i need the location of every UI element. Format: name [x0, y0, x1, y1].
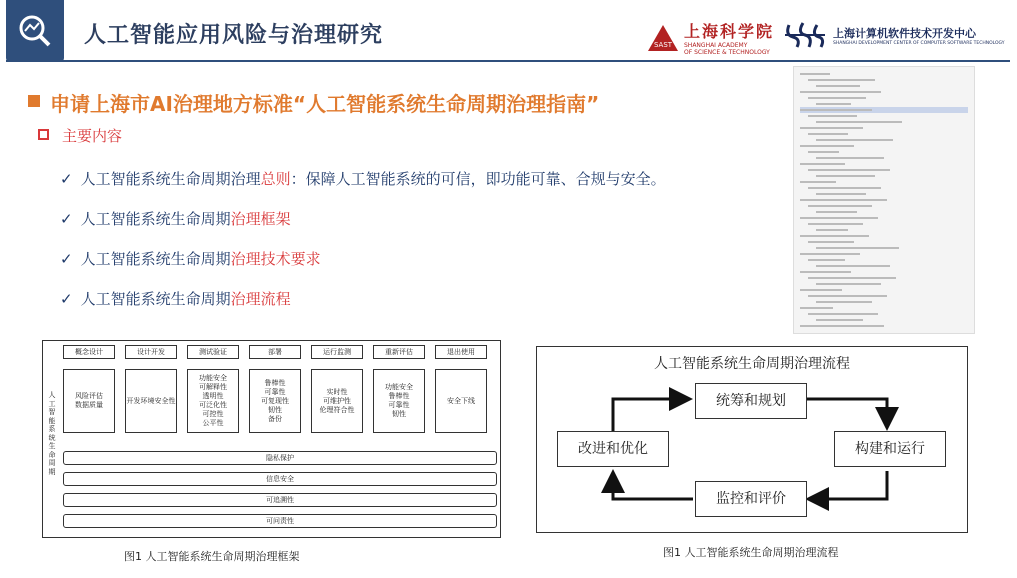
check-icon: ✓	[60, 170, 73, 188]
arrow-right-bottom	[811, 471, 887, 499]
sast-name-en-1: SHANGHAI ACADEMY	[684, 42, 748, 49]
framework-stage-content-1: 风险评估 数据质量	[63, 369, 115, 433]
content-item-1: ✓ 人工智能系统生命周期治理总则：保障人工智能系统的可信，即功能可靠、合规与安全。	[60, 170, 666, 188]
flow-title: 人工智能系统生命周期治理流程	[654, 356, 850, 372]
subheading: 主要内容	[62, 127, 123, 145]
framework-stage-content-3: 功能安全 可解释性 透明性 可泛化性 可控性 公平性	[187, 369, 239, 433]
framework-stage-content-4: 鲁棒性 可靠性 可复现性 韧性 备份	[249, 369, 301, 433]
sast-name-en-2: OF SCIENCE & TECHNOLOGY	[684, 49, 770, 56]
heading-bullet-icon	[28, 95, 40, 107]
framework-stage-3: 测试验证	[187, 345, 239, 359]
flow-caption: 图1 人工智能系统生命周期治理流程	[663, 546, 839, 559]
framework-diagram	[42, 340, 501, 538]
arrow-left-top	[613, 399, 687, 431]
framework-row-1: 隐私保护	[63, 451, 497, 465]
framework-row-4: 可问责性	[63, 514, 497, 528]
framework-caption: 图1 人工智能系统生命周期治理框架	[124, 550, 300, 563]
flow-box-monitor: 监控和评价	[695, 481, 807, 517]
content-item-3: ✓ 人工智能系统生命周期治理技术要求	[60, 250, 321, 268]
subheading-bullet-icon	[38, 129, 49, 140]
framework-stage-content-6: 功能安全 鲁棒性 可靠性 韧性	[373, 369, 425, 433]
sast-emblem-icon	[646, 23, 680, 53]
flow-box-build: 构建和运行	[834, 431, 946, 467]
sast-logo	[646, 19, 774, 56]
flow-box-plan: 统筹和规划	[695, 383, 807, 419]
flow-box-improve: 改进和优化	[557, 431, 669, 467]
arrow-top-right	[807, 399, 887, 425]
sast-name-cn: 上海科学院	[684, 22, 775, 41]
framework-stage-6: 重新评估	[373, 345, 425, 359]
framework-stage-content-2: 开发环境安全性	[125, 369, 177, 433]
search-chart-icon	[6, 0, 64, 62]
document-toc-thumbnail	[793, 66, 975, 334]
content-item-2: ✓ 人工智能系统生命周期治理框架	[60, 210, 291, 228]
framework-stage-2: 设计开发	[125, 345, 177, 359]
framework-row-3: 可追溯性	[63, 493, 497, 507]
content-item-4: ✓ 人工智能系统生命周期治理流程	[60, 290, 291, 308]
flow-diagram	[536, 346, 968, 533]
framework-stage-content-7: 安全下线	[435, 369, 487, 433]
check-icon: ✓	[60, 210, 73, 228]
toc-line	[800, 323, 968, 329]
framework-stage-5: 运行监测	[311, 345, 363, 359]
sdc-emblem-icon	[783, 17, 827, 53]
framework-stage-content-5: 实时性 可维护性 伦理符合性	[311, 369, 363, 433]
check-icon: ✓	[60, 250, 73, 268]
sdc-name-en: SHANGHAI DEVELOPMENT CENTER OF COMPUTER SOFTWARE TECHNOLOGY	[833, 40, 1005, 46]
section-heading: 申请上海市AI治理地方标准“人工智能系统生命周期治理指南”	[50, 92, 600, 116]
framework-stage-1: 概念设计	[63, 345, 115, 359]
framework-side-label: 人工智能系统生命周期	[48, 391, 56, 476]
sdc-logo	[783, 17, 1005, 53]
page-title: 人工智能应用风险与治理研究	[84, 23, 384, 48]
sdc-name-cn: 上海计算机软件技术开发中心	[833, 26, 976, 40]
framework-row-2: 信息安全	[63, 472, 497, 486]
title-divider	[6, 60, 1010, 62]
framework-stage-7: 退出使用	[435, 345, 487, 359]
arrow-bottom-left	[613, 475, 693, 499]
svg-text:SAST: SAST	[653, 40, 673, 49]
framework-stage-4: 部署	[249, 345, 301, 359]
check-icon: ✓	[60, 290, 73, 308]
